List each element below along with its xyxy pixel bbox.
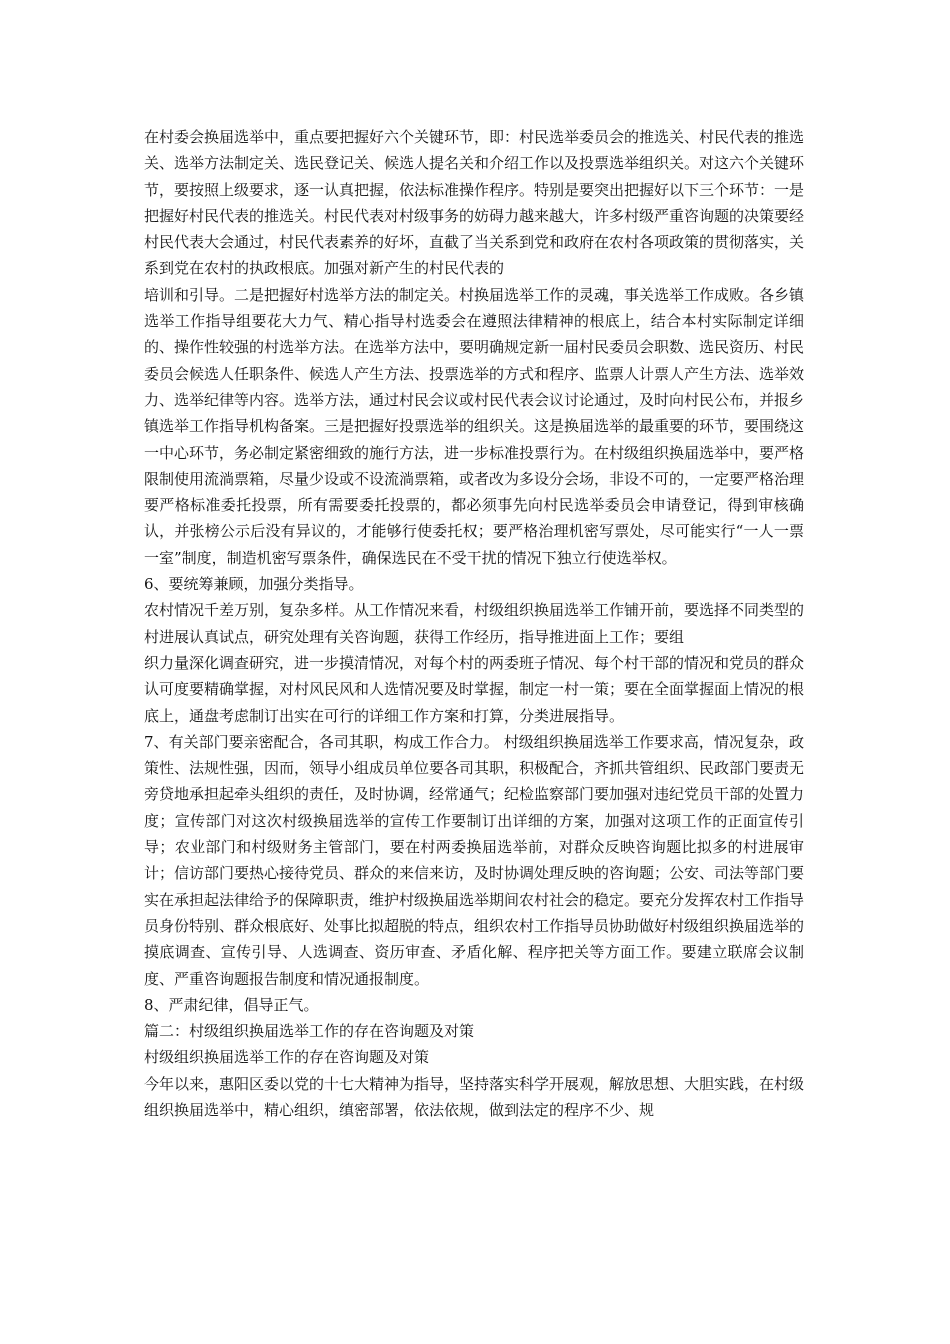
- paragraph-huiyang: 今年以来，惠阳区委以党的十七大精神为指导，坚持落实科学开展观，解放思想、大胆实践，在村级组织换届选举中，精心组织，缜密部署，依法依规，做到法定的程序不少、规: [144, 1074, 805, 1119]
- paragraph-rural-situation: 农村情况千差万别，复杂多样。从工作情况来看，村级组织换届选举工作铺开前，要选择不同类型的村进展认真试点，研究处理有关咨询题，获得工作经历，指导推进面上工作；要组: [144, 601, 805, 646]
- document-body: [144, 124, 804, 1123]
- paragraph-training-guidance: 培训和引导。二是把握好村选举方法的制定关。村换届选举工作的灵魂，事关选举工作成败。各乡镇选举工作指导组要花大力气、精心指导村选委会在遵照法律精神的根底上，结合本村实际制定详细的、操作性较强的村选举方法。在选举方法中，要明确规定新一届村民委员会职数、选民资历、村民委员会候选人任职条件、候选人产生方法、投票选举的方式和程序、监票人计票人产生方法、选举效力、选举纪律等内容。选举方法，通过村民会议或村民代表会议讨论通过，及时向村民公布，并报乡镇选举工作指导机构备案。三是把握好投票选举的组织关。这是换届选举的最重要的环节，要围绕这一中心环节，务必制定紧密细致的施行方法，进一步标准投票行为。在村级组织换届选举中，要严格限制使用流淌票箱，尽量少设或不设流淌票箱，或者改为多设分会场，非设不可的，一定要严格治理要严格标准委托投票，所有需要委托投票的，都必须事先向村民选举委员会申请登记，得到审核确认，并张榜公示后没有异议的，才能够行使委托权；要严格治理机密写票处，尽可能实行“一人一票一室”制度，制造机密写票条件，确保选民在不受干扰的情况下独立行使选举权。: [144, 285, 805, 567]
- paragraph-key-links: 在村委会换届选举中，重点要把握好六个关键环节，即：村民选举委员会的推选关、村民代表的推选关、选举方法制定关、选民登记关、候选人提名关和介绍工作以及投票选举组织关。对这六个关键环节，要按照上级要求，逐一认真把握，依法标准操作程序。特别是要突出把握好以下三个环节：一是把握好村民代表的推选关。村民代表对村级事务的妨碍力越来越大，许多村级严重咨询题的决策要经村民代表大会通过，村民代表素养的好坏，直截了当关系到党和政府在农村各项政策的贯彻落实，关系到党在农村的执政根底。加强对新产生的村民代表的: [144, 128, 805, 278]
- section-heading-8: 8、严肃纪律，倡导正气。: [144, 995, 319, 1014]
- article-title-2: 篇二：村级组织换届选举工作的存在咨询题及对策: [144, 1022, 475, 1041]
- paragraph-investigation: 织力量深化调查研究，进一步摸清情况，对每个村的两委班子情况、每个村干部的情况和党员的群众认可度要精确掌握，对村风民风和人选情况要及时掌握，制定一村一策；要在全面掌握面上情况的根底上，通盘考虑制订出实在可行的详细工作方案和打算，分类进展指导。: [144, 653, 805, 725]
- article-subtitle: 村级组织换届选举工作的存在咨询题及对策: [144, 1048, 430, 1067]
- section-heading-7: 7、有关部门要亲密配合，各司其职，构成工作合力。 村级组织换届选举工作要求高，情况复杂，政策性、法规性强，因而，领导小组成员单位要各司其职，积极配合，齐抓共管组织、民政部门要责无旁贷地承担起牵头组织的责任，及时协调，经常通气；纪检监察部门要加强对违纪党员干部的处置力度；宣传部门对这次村级换届选举的宣传工作要制订出详细的方案，加强对这项工作的正面宣传引导；农业部门和村级财务主管部门，要在村两委换届选举前，对群众反映咨询题比拟多的村进展审计；信访部门要热心接待党员、群众的来信来访，及时协调处理反映的咨询题；公安、司法等部门要实在承担起法律给予的保障职责，维护村级换届选举期间农村社会的稳定。要充分发挥农村工作指导员身份特别、群众根底好、处事比拟超脱的特点，组织农村工作指导员协助做好村级组织换届选举的摸底调查、宣传引导、人选调查、资历审查、矛盾化解、程序把关等方面工作。要建立联席会议制度、严重咨询题报告制度和情况通报制度。: [144, 732, 805, 988]
- section-heading-6: 6、要统筹兼顾，加强分类指导。: [144, 575, 364, 594]
